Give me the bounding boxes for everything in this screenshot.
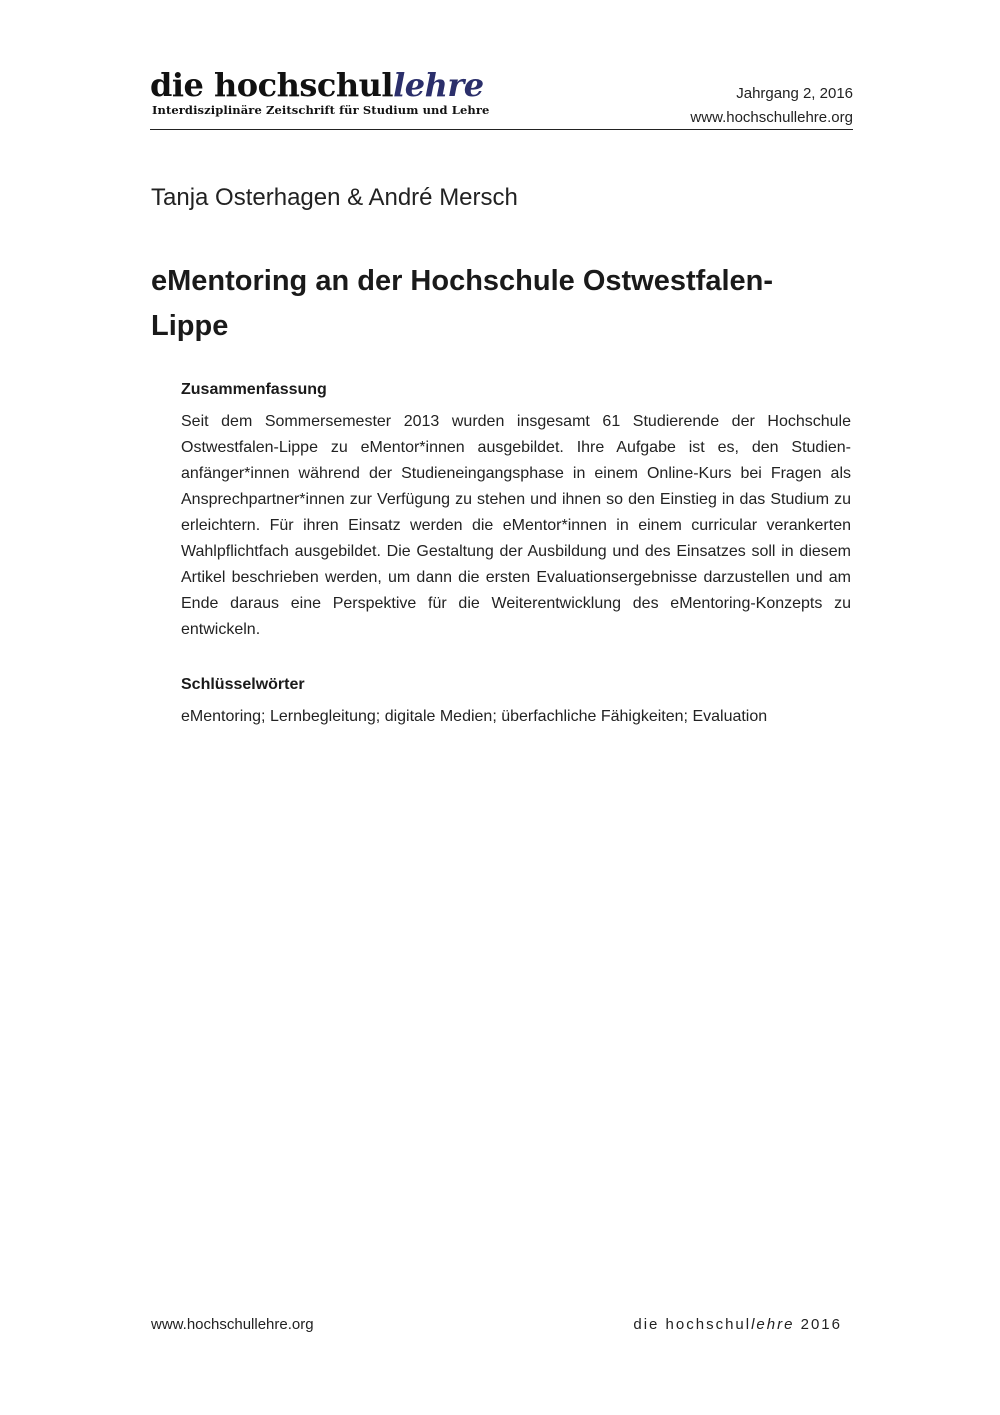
article-title: eMentoring an der Hochschule Ostwestfalen-Lippe (151, 265, 773, 342)
header-divider (150, 129, 853, 130)
footer-journal-accent: lehre (751, 1316, 795, 1333)
footer-year: 2016 (794, 1316, 842, 1333)
keywords-heading: Schlüsselwörter (181, 676, 305, 693)
keywords-section (181, 674, 851, 730)
abstract-heading: Zusammenfassung (181, 381, 327, 398)
logo-subtitle: Interdisziplinäre Zeitschrift für Studium und Lehre (152, 103, 490, 117)
keywords-text: eMentoring; Lernbegleitung; digitale Medien; überfachliche Fähigkeiten; Evaluation (181, 708, 768, 725)
issue-meta (690, 82, 853, 130)
logo-main-text: die hochschul (150, 66, 394, 104)
footer-journal-main: die hochschul (633, 1316, 752, 1333)
footer-website-link[interactable]: www.hochschullehre.org (151, 1316, 314, 1333)
footer-journal-name (633, 1314, 842, 1336)
logo-accent-text: lehre (393, 66, 484, 104)
journal-header (150, 66, 853, 130)
abstract-section (181, 379, 851, 643)
article-authors: Tanja Osterhagen & André Mersch (151, 184, 518, 211)
journal-logo (150, 66, 484, 104)
header-website-link[interactable]: www.hochschullehre.org (690, 109, 853, 126)
volume-label: Jahrgang 2, 2016 (736, 85, 853, 102)
abstract-text: Seit dem Sommersemester 2013 wurden insgesamt 61 Studierende der Hochschule Ostwestfalen-Lippe zu eMentor*innen ausgebildet. Ihre Aufgabe ist es, den Studienanfänger*innen während der Studieneingangsphase in einem Online-Kurs bei Fragen als Ansprechpartner*innen zur Verfügung zu stehen und ihnen so den Einstieg in das Studium zu erleichtern. Für ihren Einsatz werden die eMentor*innen in einem curricular verankerten Wahlpflichtfach ausgebildet. Die Gestaltung der Ausbildung und des Einsatzes soll in diesem Artikel beschrieben werden, um dann die ersten Evaluationsergebnisse darzustellen und am Ende daraus eine Perspektive für die Weiterentwicklung des eMentoring-Konzepts zu entwickeln. (181, 413, 851, 638)
